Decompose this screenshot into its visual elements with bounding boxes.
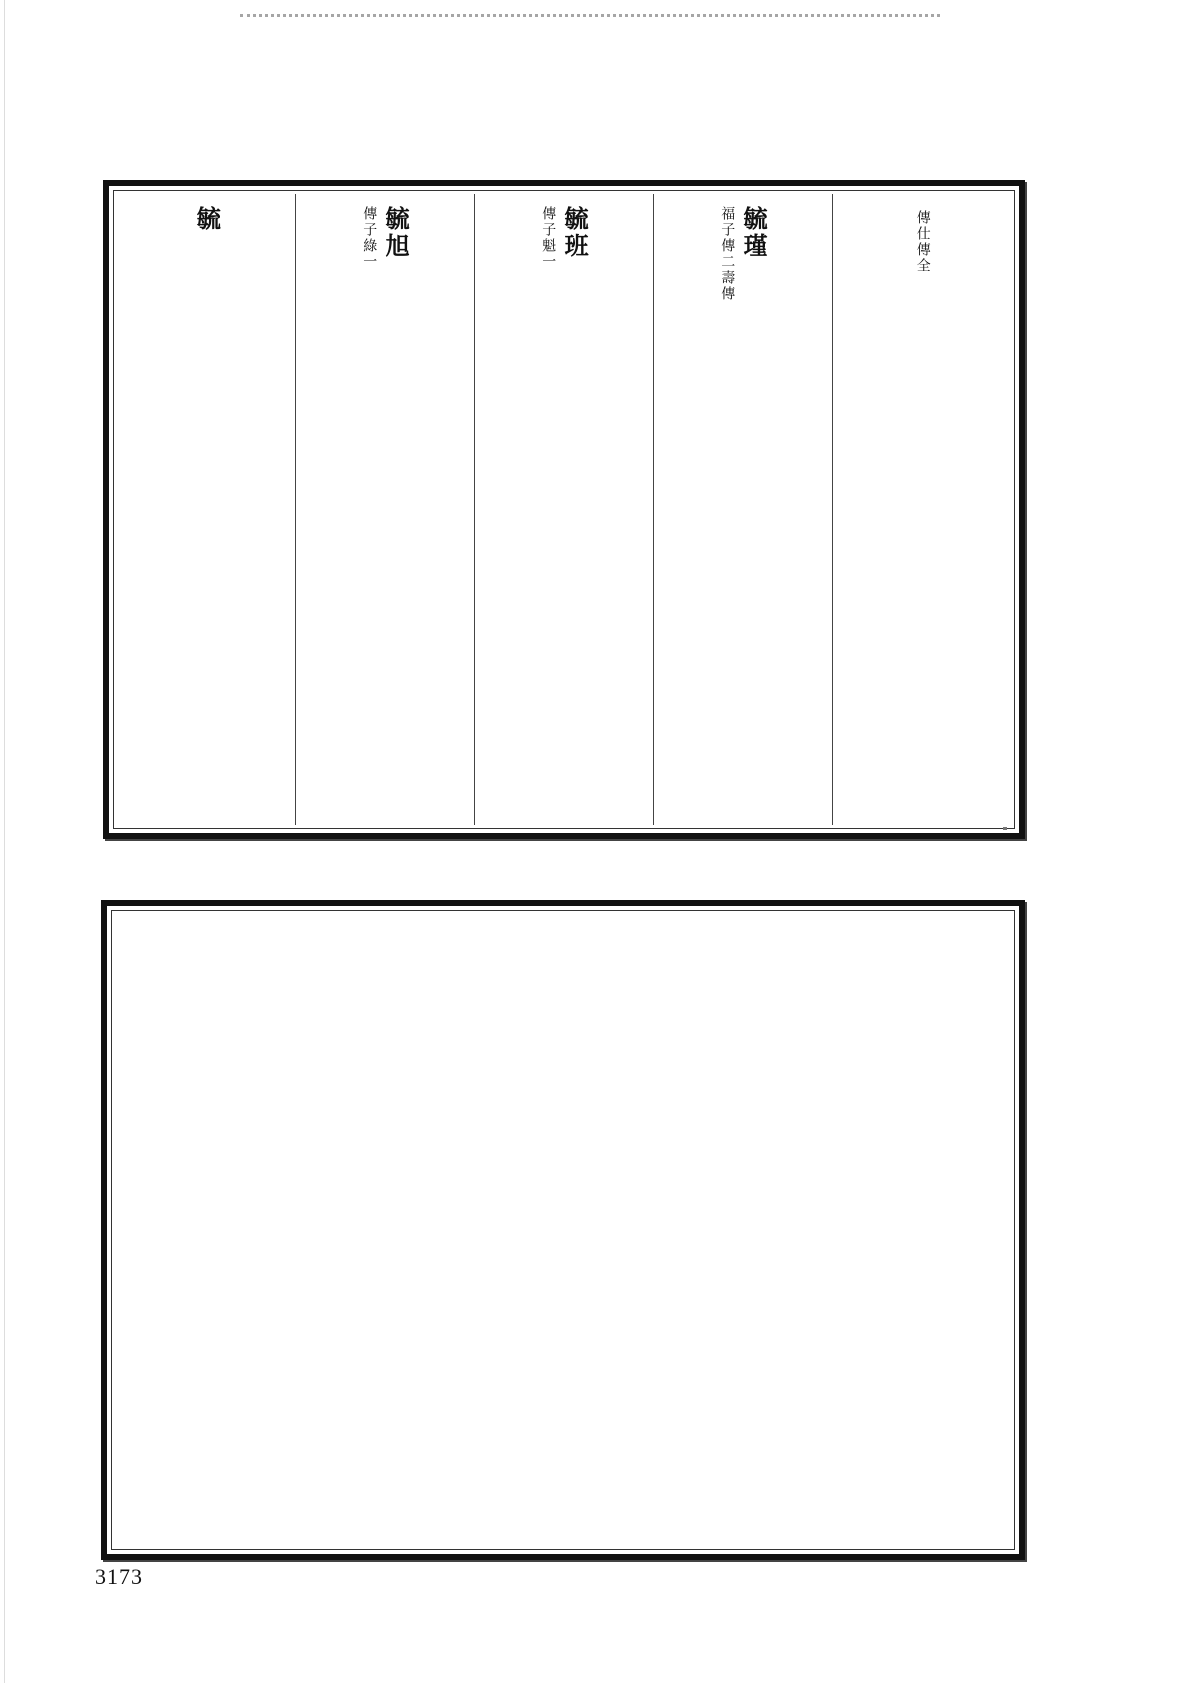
entry-1 — [832, 194, 1011, 825]
genealogy-panel-bottom — [101, 900, 1025, 1560]
genealogy-panel-top — [103, 180, 1025, 839]
entry-note: 傳子綠一 — [361, 206, 378, 270]
entry-note: 傳仕傳全 — [914, 210, 931, 274]
scan-noise-top — [240, 14, 940, 23]
entry-name: 毓班 — [560, 206, 590, 260]
entry-name: 毓 — [192, 206, 222, 233]
entry-2 — [653, 194, 832, 825]
entry-note: 福子傳二壽傳 — [719, 206, 736, 302]
entry-name: 毓旭 — [381, 206, 411, 260]
entry-5 — [117, 194, 295, 825]
scan-speck — [1003, 827, 1007, 830]
entry-4 — [295, 194, 474, 825]
page-edge — [4, 0, 5, 1683]
entry-3 — [474, 194, 653, 825]
entry-note: 傳子魁一 — [540, 206, 557, 270]
page-footer: 3173 — [95, 1564, 143, 1589]
columns — [117, 194, 1011, 825]
entry-name: 毓瑾 — [739, 206, 769, 260]
